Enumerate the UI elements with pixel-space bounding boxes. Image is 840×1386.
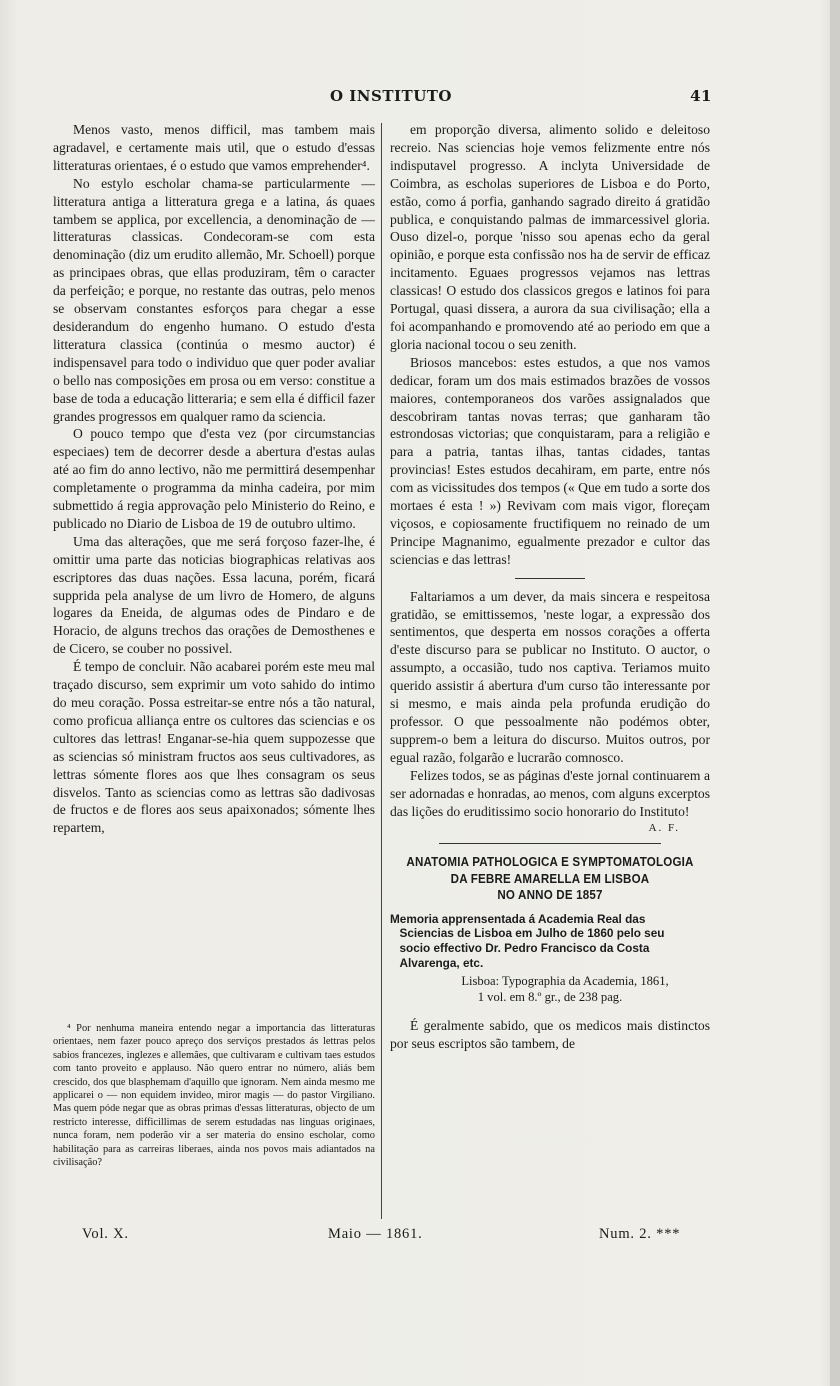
article-rule [439,843,661,844]
paragraph: Uma das alterações, que me será forçoso fazer-lhe, é omittir uma parte das noticias biographicas relativas aos escriptores das duas nações. Essa lacuna, porém, ficará supprida pela analyse de um livro de Homero, de alguns logares da Eneida, de algumas odes de Pindaro e de Horacio, de alguns trechos das orações de Demosthenes e de Cicero, se couber no possivel. [53,533,375,657]
footnote-text: ⁴ Por nenhuma maneira entendo negar a importancia das litteraturas orientaes, nem fazer pouco apreço dos serviços prestados ás lettras pelos sabios francezes, inglezes e allemães, que cultivaram e cultivam taes estudos com tanto proveito e applauso. Não quero entrar no número, aliás bem crescido, dos que blasphemam d'aquillo que ignoram. Nem ainda mesmo me applicarei o — non equidem invideo, miror magis — do pastor Virgiliano. Mas quem póde negar que as obras primas d'essas litteraturas, objecto de um restricto interesse, difficillimas de serem estudadas nas linguas originaes, nunca foram, nem poderão vir a ser materia do ensino escholar, como habilitação para as carreiras liberaes, ainda nos povos mais adiantados na civilisação? [53,1023,375,1169]
journal-title: O INSTITUTO [330,87,452,105]
article-title [403,854,697,904]
publisher: Lisboa: Typographia da Academia, 1861, [461,974,669,989]
right-column [390,121,710,1053]
paragraph: Briosos mancebos: estes estudos, a que nos vamos dedicar, foram um dos mais estimados brazões de vossos maiores, contemporaneos dos varões assignalados que descobriram tantas novas terras; que ganharam tão estrondosas victorias; que conquistaram, para a religião e para a patria, tantas ilhas, tantas cidades, tantas provincias! Estes estudos decahiram, em parte, entre nós com as vicissitudes dos tempos (« Que em tudo a sorte dos mortaes é esta ! ») Revivam com mais vigor, floreçam viçosos, e copiosamente fructifiquem no reinado de um Principe Magnanimo, egualmente prezador e cultor das sciencias e das lettras! [390,354,710,567]
page-edge [830,0,840,1386]
article-title-line: DA FEBRE AMARELLA EM LISBOA [450,871,650,886]
page-number: 41 [690,87,712,105]
paragraph: É geralmente sabido, que os medicos mais distinctos por seus escriptos são tambem, de [390,1018,710,1052]
article-subtitle: Memoria apprensentada á Academia Real das Sciencias de Lisboa em Julho de 1860 pelo seu socio effectivo Dr. Pedro Francisco da Costa Alvarenga, etc. [390,911,665,970]
paragraph: O pouco tempo que d'esta vez (por circumstancias especiaes) tem de decorrer desde a abertura d'estas aulas até ao fim do anno lectivo, não me permittirá desempenhar completamente o programma da minha cadeira, por mim submettido á regia approvação pelo Ministerio do Reino, e publicado no Diario de Lisboa de 19 de outubro ultimo. [53,426,375,531]
article-title-line: NO ANNO DE 1857 [497,888,603,903]
column-divider [381,123,382,1219]
page-header [52,87,712,109]
footer-date: Maio — 1861. [328,1226,423,1242]
paragraph: Menos vasto, menos difficil, mas tambem mais agradavel, e certamente mais util, que o estudo d'essas litteraturas orientaes, é o estudo que vamos emprehender⁴. [53,122,375,173]
volume-info: 1 vol. em 8.º gr., de 238 pag. [477,990,623,1005]
footer-volume: Vol. X. [82,1226,129,1242]
publication-info [390,973,710,1005]
footnote [53,1022,375,1169]
article-title-line: ANATOMIA PATHOLOGICA E SYMPTOMATOLOGIA [406,855,694,870]
paragraph: Felizes todos, se as páginas d'este jornal continuarem a ser adornadas e honradas, ao menos, com alguns excerptos das lições do eruditissimo socio honorario do Instituto! [390,767,710,819]
left-column [53,121,375,837]
footer-number: Num. 2. *** [599,1226,681,1242]
section-rule [515,578,585,579]
paragraph: No estylo escholar chama-se particularmente — litteratura antiga a litteratura grega e a latina, ás quaes tambem se applica, por excellencia, a denominação de — litteraturas classicas. Condecoram-se com esta denominação (diz um erudito allemão, Mr. Schoell) porque as principaes obras, que ellas produziram, têm o caracter da perfeição; e porque, no restante das outras, pelo menos se observam constantes esforços para chegar a esse desiderandum do engenho humano. O estudo d'esta litteratura classica (continúa o mesmo auctor) é indispensavel para todo o individuo que quer poder avaliar o bello nas composições em prosa ou em verso: constitue a base de toda a educação litteraria; e sem ella é difficil fazer grandes progressos em qualquer ramo da sciencia. [53,175,376,424]
paragraph: em proporção diversa, alimento solido e deleitoso recreio. Nas sciencias hoje vemos felizmente entre nós indisputavel progresso. A inclyta Universidade de Coimbra, as escholas superiores de Lisboa e do Porto, estão, como á porfia, ganhando sagrado direito á gratidão publica, e conquistando palmas de immarcessivel gloria. Ouso dizel-o, porque 'nisso sou apenas echo da geral opinião, e porque esta confissão nos ha de servir de efficaz incitamento. Eguaes progressos vejamos nas lettras classicas! O estudo dos classicos gregos e latinos foi para Portugal, quasi dissera, a aurora da sua civilisação; ella a foi acompanhando e promovendo até ao periodo em que a gloria nacional tocou o seu zenith. [390,122,710,352]
paragraph: Faltariamos a um dever, da mais sincera e respeitosa gratidão, se emittissemos, 'neste logar, a expressão dos sentimentos, que desperta em nossos corações a offerta d'este discurso para se publicar no Instituto. O auctor, o assumpto, a occasião, tudo nos captiva. Teriamos muito querido assistir á abertura d'um curso tão interessante por si mesmo, e mais ainda pela profunda erudição do professor. O que pessoalmente não podémos obter, supprem-o bem a leitura do discurso. Muitos outros, por egual razão, folgarão e lucrarão comnosco. [390,588,710,765]
signature: A. F. [648,822,680,835]
paragraph: É tempo de concluir. Não acabarei porém este meu mal traçado discurso, sem exprimir um voto sahido do intimo do meu coração. Possa estreitar-se entre nós a tão natural, como proficua alliança entre os cultores das sciencias e os cultores das lettras! Enganar-se-hia quem suppozesse que as sciencias só ministram fructos aos seus cultivadores, as lettras sómente flores aos que lhes consagram os seus disvelos. Tanto as sciencias como as lettras são dadivosas de fructos e de flores aos seus apaixonados; sómente lhes repartem, [53,659,375,836]
